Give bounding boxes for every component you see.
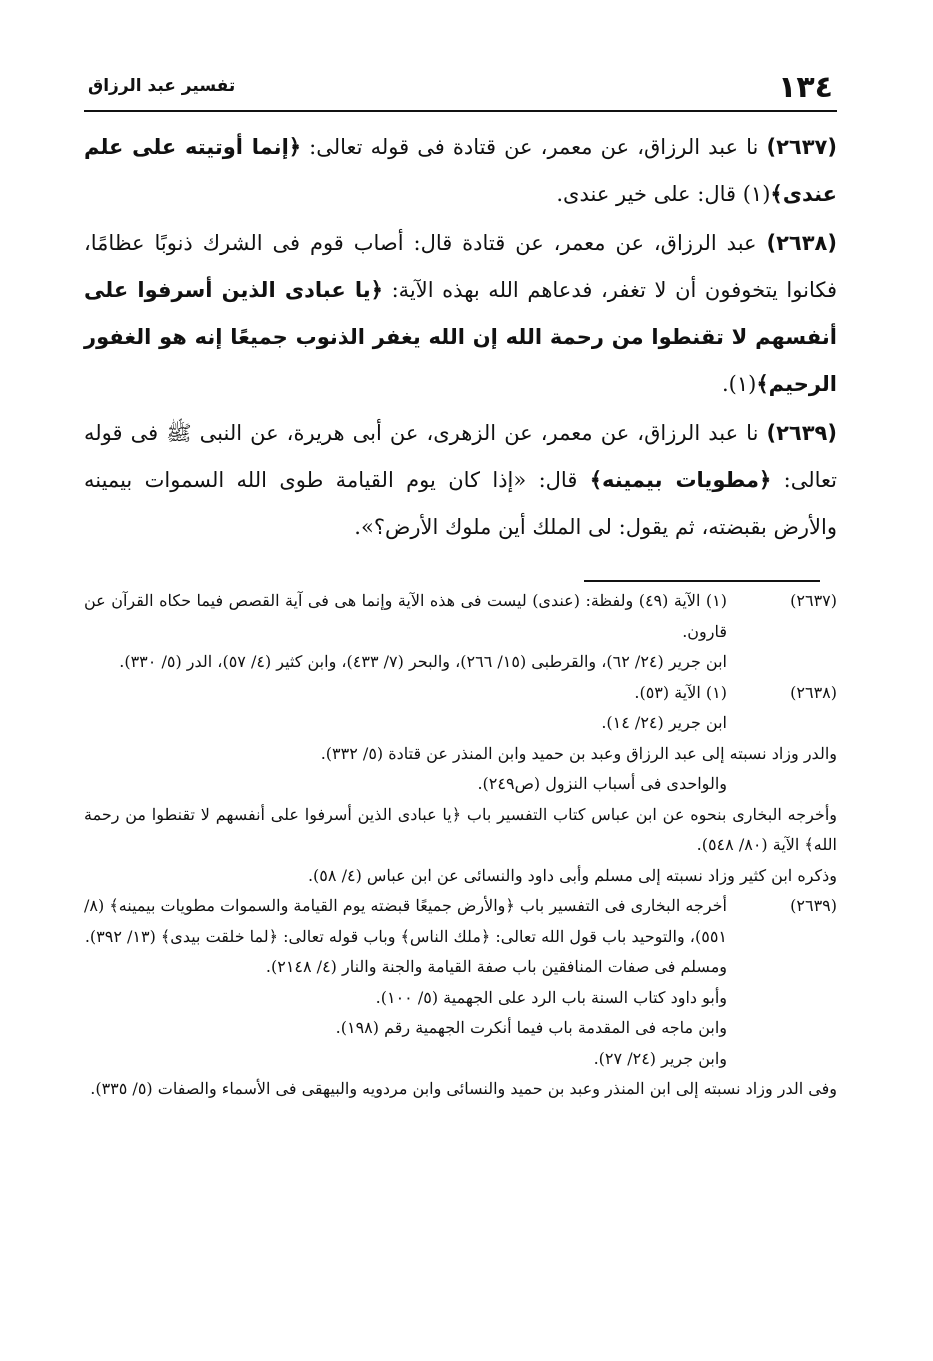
footnote-line: وابن جرير (٢٤/ ٢٧). — [593, 1048, 727, 1068]
footnote-line: وأخرجه البخارى بنحوه عن ابن عباس كتاب التفسير باب ﴿يا عبادى الذين أسرفوا على أنفسهم لا تقنطوا من رحمة الله﴾ الآية (٨٠/ ٥٤٨). — [84, 804, 837, 854]
footnote-line: ابن جرير (٢٤/ ١٤). — [601, 713, 727, 732]
footnote-entry-code: (٢٦٣٩) — [790, 896, 837, 915]
page-number: ١٣٤ — [778, 70, 833, 105]
entry-text: نا عبد الرزاق، عن معمر، عن الزهرى، عن أبى هريرة، عن النبى ﷺ فى قوله تعالى: — [84, 421, 837, 492]
main-text — [84, 124, 837, 553]
quran-verse: ﴿مطويات بيمينه﴾ — [589, 468, 772, 492]
entry-text-continued: (١). — [722, 372, 757, 396]
footnote-line: وأبو داود كتاب السنة باب الرد على الجهمية (٥/ ١٠٠). — [375, 987, 727, 1007]
entry-text: نا عبد الرزاق، عن معمر، عن قتادة فى قوله تعالى: — [309, 135, 759, 159]
entry-number: (٢٦٣٨) — [766, 231, 837, 255]
entry-number: (٢٦٣٧) — [766, 135, 837, 159]
entry-text-continued: (١) قال: على خير عندى. — [556, 182, 771, 206]
quran-verse: ﴿إنما أوتيته على علم عندى﴾ — [84, 135, 837, 206]
entry-text: عبد الرزاق، عن معمر، عن قتادة قال: أصاب قوم فى الشرك ذنوبًا عظامًا، فكانوا يتخوفون أن لا تغفر، فدعاهم الله بهذه الآية: — [84, 231, 837, 302]
footnote-group-2639 — [84, 891, 837, 1105]
footnote-line: ابن جرير (٢٤/ ٦٢)، والقرطبى (١٥/ ٢٦٦)، والبحر (٧/ ٤٣٣)، وابن كثير (٤/ ٥٧)، الدر (٥/ ٣٣٠). — [119, 652, 727, 671]
footnote-line: وفى الدر وزاد نسبته إلى ابن المنذر وعبد بن حميد والنسائى وابن مردويه والبيهقى فى الأسماء والصفات (٥/ ٣٣٥). — [90, 1079, 837, 1098]
entry-number: (٢٦٣٩) — [766, 421, 837, 445]
footnotes — [84, 586, 837, 1105]
footnote-line: أخرجه البخارى فى التفسير باب ﴿والأرض جميعًا قبضته يوم القيامة والسموات مطويات بيمينه﴾ (٨/ ٥٥١)، والتوحيد باب قول الله تعالى: ﴿ملك الناس﴾ وباب قوله تعالى: ﴿لما خلقت بيدى﴾ (١٣/ ٣٩٢). — [84, 896, 727, 946]
footnote-line: والواحدى فى أسباب النزول (ص٢٤٩). — [477, 774, 727, 793]
footnote-line: وذكره ابن كثير وزاد نسبته إلى مسلم وأبى داود والنسائى عن ابن عباس (٤/ ٥٨). — [307, 865, 837, 885]
footnote-line: وابن ماجه فى المقدمة باب فيما أنكرت الجهمية رقم (١٩٨). — [335, 1018, 727, 1037]
footnote-group-2637 — [84, 586, 837, 678]
footnote-line: (١) الآية (٥٣). — [634, 682, 727, 702]
footnote-entry-code: (٢٦٣٨) — [790, 682, 837, 702]
quran-verse: ﴿يا عبادى الذين أسرفوا على أنفسهم لا تقنطوا من رحمة الله إن الله يغفر الذنوب جميعًا إنه هو الغفور الرحيم﴾ — [84, 278, 837, 396]
footnote-entry-code: (٢٦٣٧) — [790, 591, 837, 610]
entry-2639 — [84, 410, 837, 551]
running-title: تفسير عبد الرزاق — [88, 76, 236, 96]
footnote-divider — [584, 580, 820, 582]
footnote-line: والدر وزاد نسبته إلى عبد الرزاق وعبد بن حميد وابن المنذر عن قتادة (٥/ ٣٣٢). — [320, 743, 837, 763]
footnote-line: (١) الآية (٤٩) ولفظة: (عندى) ليست فى هذه الآية وإنما هى فى آية القصص فيما حكاه القرآن عن قارون. — [84, 591, 728, 641]
entry-text-continued: قال: «إذا كان يوم القيامة طوى الله السموات بيمينه والأرض بقبضته، ثم يقول: لى الملك أين ملوك الأرض؟». — [84, 468, 837, 539]
entry-2637 — [84, 124, 837, 218]
footnote-group-2638 — [84, 678, 837, 892]
page-header — [84, 70, 837, 112]
entry-2638 — [84, 220, 837, 408]
footnote-line: ومسلم فى صفات المنافقين باب صفة القيامة والجنة والنار (٤/ ٢١٤٨). — [265, 957, 727, 976]
